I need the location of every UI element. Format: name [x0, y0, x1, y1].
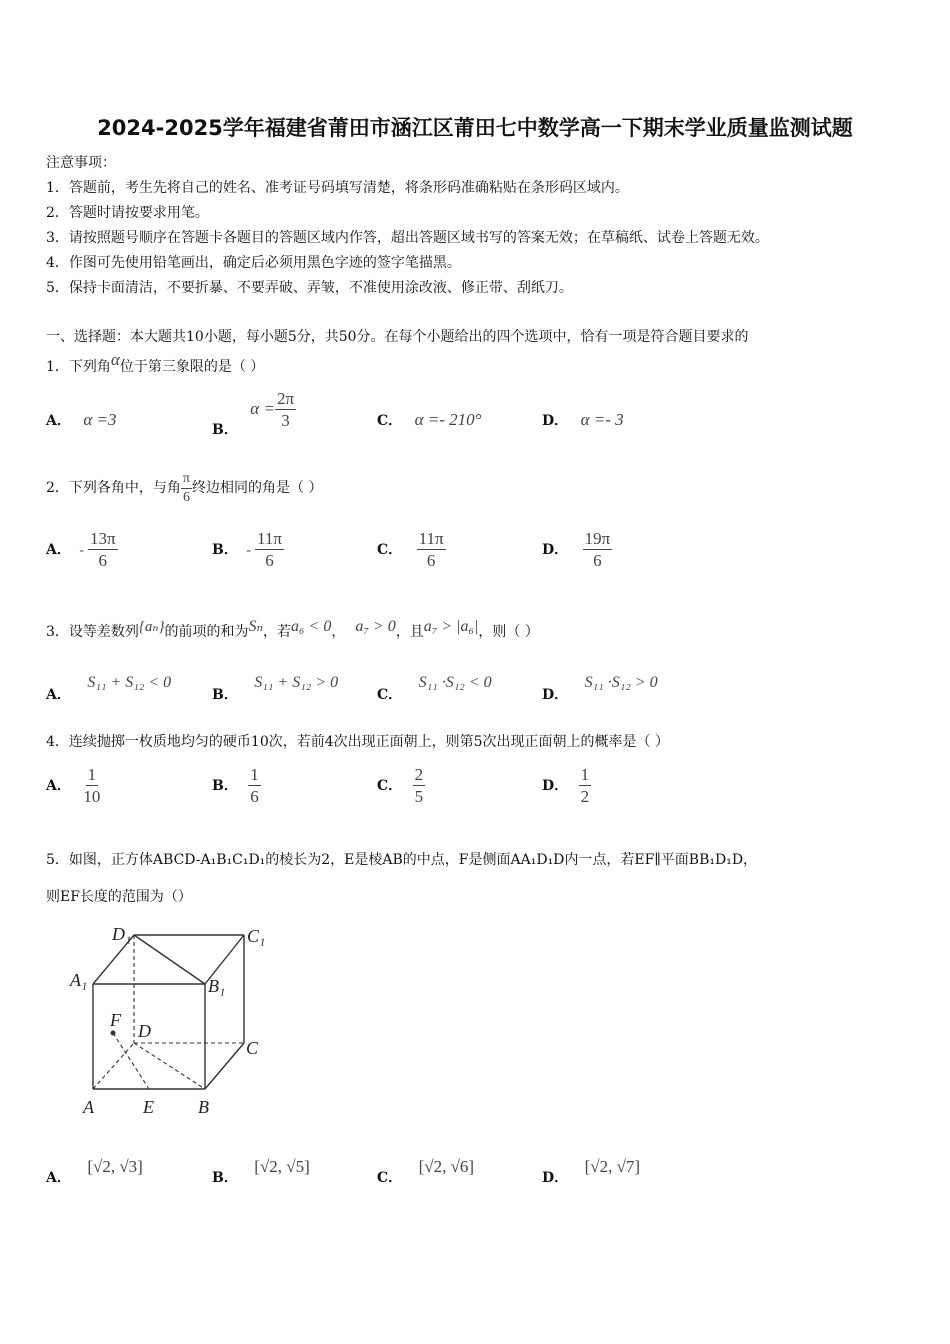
q3-mid1: 的前项的和为 — [164, 624, 249, 640]
q1-option-a[interactable] — [46, 410, 116, 430]
option-label: A． — [46, 777, 71, 794]
q1-post: 位于第三象限的是（ ） — [119, 359, 265, 375]
q3-cond1: a₆ < 0 — [290, 618, 332, 635]
q2-num: π — [181, 470, 192, 489]
q5-option-b[interactable] — [212, 1157, 310, 1187]
q5-d-text: [√2, √7] — [584, 1157, 641, 1176]
option-label: C． — [377, 541, 403, 558]
q4-b-fraction — [248, 764, 261, 808]
q1-b-lhs: α = — [250, 398, 275, 418]
q1-b-den: 3 — [281, 411, 290, 431]
q3-sep: ， — [331, 624, 346, 640]
q3-a-text: S₁₁ + S₁₂ < 0 — [87, 674, 172, 691]
q3-post: ，则（ ） — [478, 624, 539, 640]
q3-seq: {aₙ} — [138, 619, 165, 635]
label-b: B — [198, 1097, 209, 1117]
q2-option-d[interactable] — [542, 528, 612, 572]
q4-option-a[interactable] — [46, 764, 102, 808]
option-label: B． — [212, 421, 238, 438]
q2-d-fraction — [583, 528, 613, 572]
q2-post: 终边相同的角是（ ） — [192, 480, 323, 496]
q3-pre: 3．设等差数列 — [46, 624, 139, 640]
q5-b-text: [√2, √5] — [254, 1157, 310, 1176]
q4-option-c[interactable] — [377, 764, 425, 808]
q2-a-num: 13π — [88, 528, 118, 550]
label-f: F — [110, 1010, 121, 1030]
notice-item: 3．请按照题号顺序在答题卡各题目的答题区域内作答，超出答题区域书写的答案无效；在草稿纸、试卷上答题无效。 — [46, 230, 769, 246]
q2-b-sign: - — [246, 542, 251, 558]
option-label: A． — [46, 1170, 71, 1186]
q2-fraction — [181, 470, 192, 506]
q2-c-den: 6 — [426, 551, 436, 571]
notice-heading: 注意事项： — [46, 155, 116, 171]
q2-den: 6 — [182, 489, 190, 505]
q1-option-d[interactable] — [542, 410, 624, 430]
q2-option-a[interactable] — [46, 528, 118, 572]
option-label: B． — [212, 777, 238, 794]
q4-option-d[interactable] — [542, 764, 591, 808]
label-e: E — [143, 1097, 154, 1117]
q4-a-fraction — [81, 764, 102, 808]
q4-d-num: 1 — [579, 764, 592, 786]
label-a: A — [83, 1097, 94, 1117]
question-3-stem — [46, 616, 539, 641]
q2-c-num: 11π — [417, 528, 446, 550]
q2-d-den: 6 — [593, 551, 602, 571]
q1-alpha: α — [110, 350, 120, 369]
q2-d-num: 19π — [583, 528, 613, 550]
q3-option-a[interactable] — [46, 674, 171, 704]
q5-c-text: [√2, √6] — [418, 1157, 475, 1176]
q4-option-b[interactable] — [212, 764, 261, 808]
label-c1: C₁ — [247, 926, 266, 946]
q1-b-fraction — [275, 388, 296, 432]
notice-item: 2．答题时请按要求用笔。 — [46, 205, 209, 221]
q3-option-d[interactable] — [542, 674, 658, 704]
q2-a-sign: - — [79, 542, 84, 558]
q4-a-den: 10 — [83, 787, 101, 807]
q4-a-num: 1 — [86, 764, 99, 786]
q1-pre: 1．下列角 — [46, 359, 111, 375]
label-d1: D₁ — [112, 924, 132, 944]
question-1-stem — [46, 350, 264, 376]
question-2-stem — [46, 470, 322, 506]
option-label: D． — [542, 413, 569, 429]
q2-a-fraction — [88, 528, 118, 572]
option-label: A． — [46, 541, 71, 558]
option-label: D． — [542, 687, 569, 703]
cube-figure — [60, 918, 290, 1123]
label-b1: B₁ — [208, 976, 226, 996]
notice-item: 5．保持卡面清洁，不要折暴、不要弄破、弄皱，不准使用涂改液、修正带、刮纸刀。 — [46, 280, 573, 296]
q1-b-num: 2π — [275, 388, 296, 410]
option-label: C． — [377, 777, 403, 794]
section-heading: 一、选择题：本大题共10小题，每小题5分，共50分。在每个小题给出的四个选项中，恰有一项是符合题目要求的 — [46, 329, 749, 345]
option-label: C． — [377, 413, 403, 429]
q3-cond2: a₇ > 0 — [355, 618, 396, 635]
option-label: A． — [46, 413, 71, 429]
q4-d-fraction — [579, 764, 592, 808]
q2-option-b[interactable] — [212, 528, 284, 572]
point-f-dot — [111, 1031, 116, 1036]
question-4-stem: 4．连续抛掷一枚质地均匀的硬币10次，若前4次出现正面朝上，则第5次出现正面朝上的概率是（ ） — [46, 734, 669, 750]
option-label: B． — [212, 687, 238, 703]
q1-c-text: α =- 210° — [414, 410, 482, 429]
page-title: 2024-2025学年福建省莆田市涵江区莆田七中数学高一下期末学业质量监测试题 — [97, 116, 853, 140]
q3-c-text: S₁₁ ·S₁₂ < 0 — [418, 674, 492, 691]
q2-b-den: 6 — [265, 551, 274, 571]
notice-item: 1．答题前，考生先将自己的姓名、准考证号码填写清楚，将条形码准确粘贴在条形码区域内。 — [46, 180, 629, 196]
q1-d-text: α =- 3 — [580, 410, 624, 429]
q4-b-num: 1 — [248, 764, 261, 786]
q2-option-c[interactable] — [377, 528, 446, 572]
q5-option-d[interactable] — [542, 1157, 640, 1187]
q2-a-den: 6 — [98, 551, 108, 571]
q2-c-fraction — [417, 528, 446, 572]
q4-c-den: 5 — [414, 787, 424, 807]
q3-mid2: ，若 — [262, 624, 291, 640]
option-label: B． — [212, 541, 238, 558]
q3-cond3: a₇ > |a₆| — [423, 618, 479, 635]
q2-pre: 2．下列各角中，与角 — [46, 480, 181, 496]
question-5-stem-line1: 5．如图，正方体ABCD-A₁B₁C₁D₁的棱长为2，E是棱AB的中点，F是侧面AA₁D₁D内一点，若EF∥平面BB₁D₁D， — [46, 852, 758, 868]
q3-b-text: S₁₁ + S₁₂ > 0 — [254, 674, 339, 691]
q4-c-fraction — [413, 764, 426, 808]
q4-c-num: 2 — [413, 764, 426, 786]
q5-option-a[interactable] — [46, 1157, 143, 1187]
q1-option-c[interactable] — [377, 410, 481, 430]
q2-b-fraction — [255, 528, 284, 572]
option-label: C． — [377, 1170, 403, 1186]
option-label: C． — [377, 687, 403, 703]
q1-option-b[interactable] — [212, 388, 296, 439]
q3-d-text: S₁₁ ·S₁₂ > 0 — [584, 674, 658, 691]
q2-b-num: 11π — [255, 528, 284, 550]
q4-b-den: 6 — [250, 787, 259, 807]
label-a1: A₁ — [70, 970, 88, 990]
q3-sn: Sₙ — [248, 618, 263, 635]
q3-option-c[interactable] — [377, 674, 492, 704]
label-c: C — [246, 1038, 259, 1058]
q5-option-c[interactable] — [377, 1157, 474, 1187]
option-label: D． — [542, 541, 569, 558]
option-label: D． — [542, 777, 569, 794]
option-label: A． — [46, 687, 71, 703]
option-label: B． — [212, 1170, 238, 1186]
notice-item: 4．作图可先使用铅笔画出，确定后必须用黑色字迹的签字笔描黑。 — [46, 255, 461, 271]
q4-d-den: 2 — [580, 787, 590, 807]
label-d: D — [138, 1021, 151, 1041]
q5-a-text: [√2, √3] — [87, 1157, 143, 1176]
q3-mid3: ，且 — [395, 624, 424, 640]
question-5-stem-line2: 则EF长度的范围为（） — [46, 889, 192, 905]
q1-a-text: α =3 — [83, 410, 117, 429]
option-label: D． — [542, 1170, 569, 1186]
q3-option-b[interactable] — [212, 674, 338, 704]
